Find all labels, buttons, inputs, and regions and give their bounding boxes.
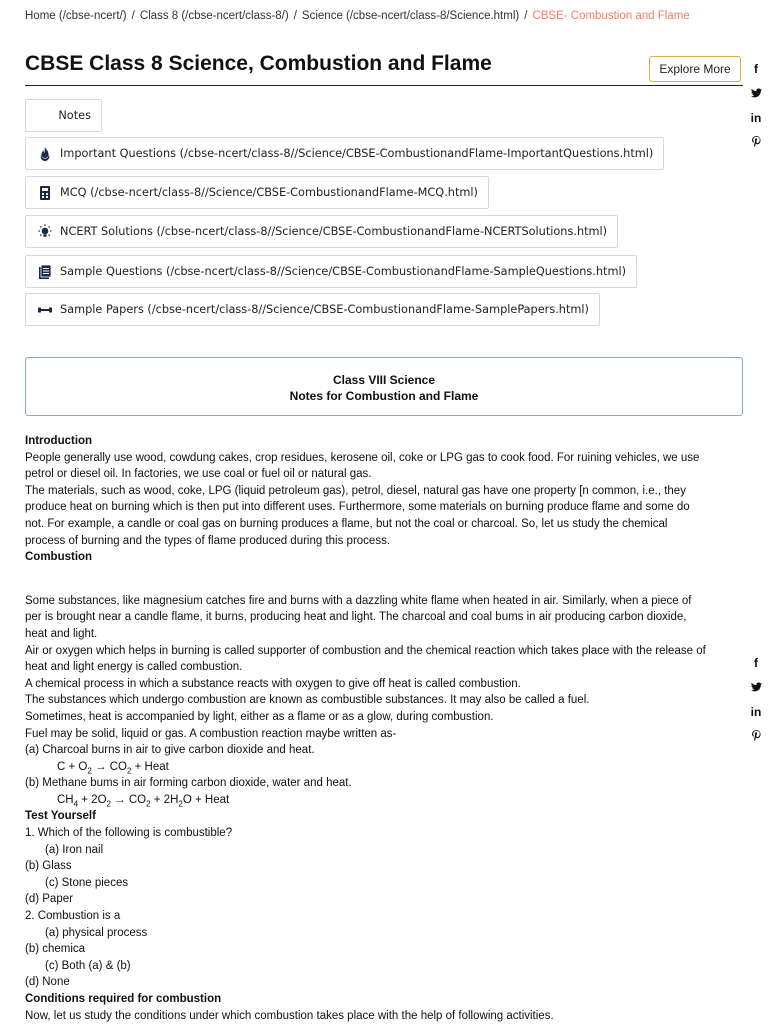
- equation-methane: $CH_4 + 2O_2 \to CO_2 + 2H_2O$ + Heat: [57, 793, 230, 809]
- linkedin-icon[interactable]: in: [750, 705, 762, 719]
- documents-icon: [34, 262, 56, 282]
- paragraph: The materials, such as wood, coke, LPG (liquid petroleum gas), petrol, diesel, natural gas have one property [n common, i.e., they produce heat on burning which is then put into different uses. Furthermore, some materials on burning produce flame and some do not. For example, a candle or coal gas on burning produces a flame, but not the coal or charcoal. So, let us study the chemical process of burning and the types of flame produced during this process.: [25, 484, 690, 547]
- social-share-lower: [744, 651, 768, 749]
- tab-label: Sample Papers (/cbse-ncert/class-8//Science/CBSE-CombustionandFlame-SamplePapers.html): [60, 303, 589, 316]
- tab-sample-papers[interactable]: [25, 293, 600, 326]
- fire-icon: [34, 144, 56, 164]
- facebook-icon[interactable]: f: [754, 656, 758, 670]
- section-heading-combustion: Combustion: [25, 551, 93, 564]
- tab-label: Important Questions (/cbse-ncert/class-8//Science/CBSE-CombustionandFlame-ImportantQuestions.html): [60, 147, 654, 160]
- section-heading-test-yourself: Test Yourself: [25, 810, 96, 823]
- notes-class-heading: Class VIII Science: [332, 373, 436, 387]
- paragraph: The substances which undergo combustion are known as combustible substances. It may also be called a fuel.: [25, 694, 590, 707]
- question-1-option-d: (d) Paper: [25, 893, 73, 906]
- dumbbell-icon: [34, 300, 56, 320]
- question-2: 2. Combustion is a: [25, 910, 121, 923]
- tab-mcq[interactable]: [25, 176, 489, 209]
- equation-charcoal: $C + O_2 \to CO_2$ + Heat: [57, 760, 169, 775]
- notes-content: [25, 433, 710, 1024]
- page-title: CBSE Class 8 Science, Combustion and Flame: [25, 52, 492, 75]
- breadcrumb: [25, 10, 690, 22]
- tab-ncert-solutions[interactable]: [25, 215, 618, 248]
- question-2-option-b: (b) chemica: [25, 943, 86, 956]
- question-1: 1. Which of the following is combustible?: [25, 827, 233, 840]
- example-a: (a) Charcoal burns in air to give carbon dioxide and heat.: [25, 744, 315, 757]
- twitter-icon[interactable]: [744, 676, 768, 701]
- tab-sample-questions[interactable]: [25, 255, 637, 288]
- lightbulb-icon: [34, 222, 56, 242]
- pinterest-icon[interactable]: [744, 725, 768, 750]
- section-heading-conditions: Conditions required for combustion: [25, 993, 222, 1005]
- tab-label: Sample Questions (/cbse-ncert/class-8//Science/CBSE-CombustionandFlame-SampleQuestions.html): [60, 265, 627, 278]
- facebook-icon[interactable]: f: [754, 62, 758, 76]
- paragraph: Air or oxygen which helps in burning is called supporter of combustion and the chemical reaction which takes place with the release of heat and light energy is called combustion.: [25, 644, 706, 674]
- question-2-option-a: (a) physical process: [45, 926, 148, 939]
- paragraph: Fuel may be solid, liquid or gas. A combustion reaction maybe written as-: [25, 727, 397, 740]
- notes-topic-heading: Notes for Combustion and Flame: [289, 389, 479, 403]
- paragraph: Sometimes, heat is accompanied by light, either as a flame or as a glow, during combustion.: [25, 710, 494, 723]
- explore-more-button[interactable]: Explore More: [649, 56, 741, 82]
- example-b: (b) Methane bums in air forming carbon dioxide, water and heat.: [25, 777, 352, 790]
- question-1-option-b: (b) Glass: [25, 860, 72, 873]
- title-divider: [25, 85, 743, 86]
- tab-label: MCQ (/cbse-ncert/class-8//Science/CBSE-CombustionandFlame-MCQ.html): [60, 186, 478, 199]
- question-2-option-c: (c) Both (a) & (b): [45, 959, 131, 972]
- paragraph: A chemical process in which a substance reacts with oxygen to give off heat is called combustion.: [25, 677, 521, 690]
- pinterest-icon[interactable]: [744, 131, 768, 156]
- breadcrumb-class-8[interactable]: Class 8 (/cbse-ncert/class-8/): [139, 10, 289, 22]
- breadcrumb-separator: /: [293, 10, 297, 22]
- paragraph: Some substances, like magnesium catches fire and burns with a dazzling white flame when heated in air. Similarly, when a piece of per is brought near a candle flame, it burns, producing heat and light. The charcoal and coal bums in air producing carbon dioxide, heat and light.: [25, 594, 692, 640]
- breadcrumb-separator: /: [131, 10, 135, 22]
- question-1-option-a: (a) Iron nail: [45, 843, 104, 856]
- tab-important-questions[interactable]: [25, 137, 664, 170]
- spacer: [25, 566, 710, 593]
- breadcrumb-science[interactable]: Science (/cbse-ncert/class-8/Science.html): [301, 10, 520, 22]
- tab-label: Notes: [58, 109, 91, 122]
- tab-notes[interactable]: [25, 99, 102, 132]
- notes-icon: [34, 106, 54, 126]
- question-2-option-d: (d) None: [25, 976, 70, 989]
- question-1-option-c: (c) Stone pieces: [45, 876, 129, 889]
- calculator-icon: [34, 183, 56, 203]
- twitter-icon[interactable]: [744, 82, 768, 107]
- paragraph: People generally use wood, cowdung cakes, crop residues, kerosene oil, coke or LPG gas to cook food. For ruining vehicles, we use petrol or diesel oil. In factories, we use coal or fuel oil or natural gas.: [25, 451, 700, 481]
- paragraph: Now, let us study the conditions under which combustion takes place with the help of following activities.: [25, 1009, 554, 1022]
- breadcrumb-current: CBSE- Combustion and Flame: [532, 10, 690, 22]
- breadcrumb-separator: /: [524, 10, 528, 22]
- breadcrumb-home[interactable]: Home (/cbse-ncert/): [25, 10, 127, 22]
- notes-header-box: [25, 357, 743, 416]
- tab-label: NCERT Solutions (/cbse-ncert/class-8//Science/CBSE-CombustionandFlame-NCERTSolutions.html): [60, 225, 608, 238]
- linkedin-icon[interactable]: in: [750, 111, 762, 125]
- section-heading-introduction: Introduction: [25, 435, 93, 447]
- social-share-top: [744, 57, 768, 155]
